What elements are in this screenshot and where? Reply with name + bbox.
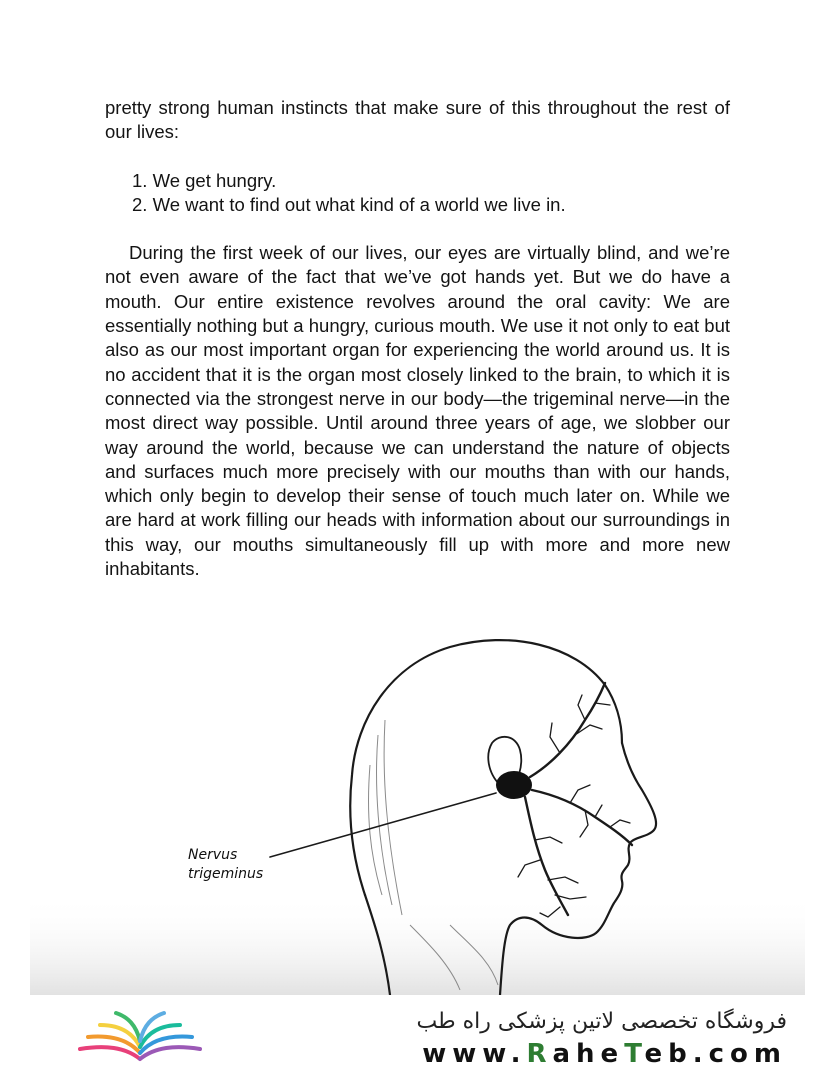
store-url[interactable] <box>422 1039 787 1069</box>
intro-paragraph: pretty strong human instincts that make sure of this throughout the rest of our lives: <box>105 97 730 143</box>
figure-label-line2: trigeminus <box>188 866 264 882</box>
figure-label-line1: Nervus <box>188 847 238 863</box>
url-middle-1: ahe <box>552 1039 625 1069</box>
main-paragraph: During the first week of our lives, our eyes are virtually blind, and we’re not even aware of the fact that we’ve got hands yet. But we do have a mouth. Our entire existence revolves around the oral cavity: We are essentially nothing but a hungry, curious mouth. We use it not only to eat but also as our most important organ for experiencing the world around us. It is no accident that it is the organ most closely linked to the brain, to which it is connected via the strongest nerve in our body—the trigeminal nerve—in the most direct way possible. Until around three years of age, we slobber our way around the world, because we can understand the nature of objects and surfaces much more precisely with our mouths than with our hands, which only begin to develop their sense of touch much later on. While we are hard at work filling our heads with information about our surroundings in this way, our mouths simultaneously fill up with more and more new inhabitants. <box>105 242 730 580</box>
open-book-logo-icon <box>70 1007 210 1067</box>
url-letter-t: T <box>624 1039 645 1069</box>
ganglion-shape <box>496 771 532 799</box>
publisher-footer <box>0 995 835 1080</box>
trigeminal-nerve-illustration <box>30 625 805 995</box>
trigeminal-nerve <box>270 683 632 917</box>
url-letter-r: R <box>526 1039 553 1069</box>
label-leader-line <box>270 793 496 857</box>
url-prefix: www. <box>422 1039 527 1069</box>
url-middle-2: eb.com <box>644 1039 787 1069</box>
body-text <box>105 96 730 581</box>
instinct-list <box>105 169 730 218</box>
list-item: 1. We get hungry. <box>132 169 277 191</box>
store-name: فروشگاه تخصصی لاتین پزشکی راه طب <box>416 1009 787 1034</box>
list-item: 2. We want to find out what kind of a world we live in. <box>132 193 566 215</box>
bottom-shading <box>30 895 805 995</box>
